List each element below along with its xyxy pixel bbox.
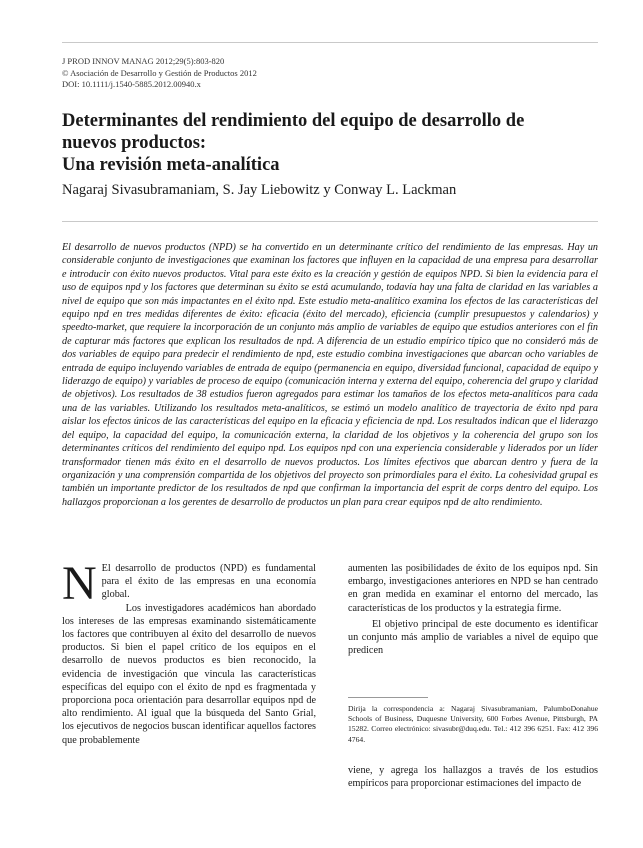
article-title: [62, 110, 598, 176]
footnote-rule: [348, 697, 428, 698]
title-line-3: Una revisión meta-analítica: [62, 155, 280, 175]
footnote: Dirija la correspondencia a: Nagaraj Sivasubramaniam, PalumboDonahue Schools of Business, Duquesne University, 600 Forbes Avenue, Pittsburgh, PA 15282. Correo electrónico: sivasubr@duq.edu. Tel.: 412 396 6251. Fax: 412 396 4764.: [348, 704, 598, 744]
doi-line[interactable]: DOI: 10.1111/j.1540-5885.2012.00940.x: [62, 79, 201, 89]
abstract: El desarrollo de nuevos productos (NPD) se ha convertido en un determinante crítico del rendimiento de las empresas. Hay un considerable conjunto de investigaciones que examinan los factores que influyen en la capacidad de una empresa para desarrollar e introducir con éxito nuevos productos. Vital para este éxito es la creación y gestión de equipos NPD. Si bien la evidencia para el uso de equipos npd y los factores que determinan su éxito se está acumulando, todavía hay una falta de claridad en las variables a nivel de equipo que son más impactantes en el éxito npd. Este estudio meta-analítico examina los efectos de las características del equipo npd en tres medidas diferentes de éxito: eficacia (éxito del mercado), eficiencia (cumplir presupuestos y calendarios) y speedto-market, que requiere la incorporación de un conjunto más amplio de variables de equipo que estudios anteriores con el fin de capturar más factores que explican los resultados de npd. A diferencia de un estudio empírico típico que no consideró más de dos variables de equipo para predecir el rendimiento de npd, este estudio combina investigaciones que abarcan ocho variables de entrada de equipo incluyendo variables de entrada de equipo (permanencia en equipo, diversidad funcional, capacidad de equipo y liderazgo de equipo) y variables de proceso de equipo (comunicación interna y externa del equipo, coherencia del grupo y claridad de objetivos). Los resultados de 38 estudios fueron agregados para estimar los tamaños de los efectos meta-analíticos para cada una de las variables. Utilizando los resultados meta-analíticos, se estimó un modelo analítico de trayectoria de éxito npd para aislar los efectos únicos de las características del equipo en la eficacia y eficiencia de npd. Los resultados indican que el liderazgo del equipo, la capacidad del equipo, la comunicación externa, la claridad de los objetivos y la coherencia del grupo son los determinantes críticos del rendimiento del equipo npd. Los equipos npd con una experiencia considerable y liderados por un líder transformador tienen más éxito en el desarrollo de nuevos productos. Los límites efectivos que abarcan dentro y fuera de la organización y una comprensión compartida de los objetivos del proyecto son primordiales para el éxito. La cohesividad grupal es también un importante predictor de los resultados de npd que confirman la importancia del esprit de corps dentro del equipo. Los hallazgos proporcionan a los gerentes de desarrollo de productos un plan para crear equipos npd de alto rendimiento.: [62, 242, 598, 508]
copyright-line: © Asociación de Desarrollo y Gestión de Productos 2012: [62, 67, 257, 78]
title-line-1: Determinantes del rendimiento del equipo de desarrollo de: [62, 111, 525, 131]
body-paragraph-2: Los investigadores académicos han abordado los intereses de las empresas examinando sistemáticamente los factores que contribuyen al éxito del desarrollo de nuevos productos. Si bien el papel crítico de los equipos en el desarrollo de nuevos productos es bien reconocido, la evidencia de investigación que vincula las características específicas del equipo con el éxito de npd es fragmentada y proporciona poca orientación para desarrollar equipos npd de alto rendimiento. Al igual que la búsqueda del Santo Grial, los ejecutivos de negocios buscan identificar aquellos factores que probablemente: [62, 602, 316, 746]
intro-paragraph: [62, 562, 316, 610]
right-paragraph-2: El objetivo principal de este documento es identificar un conjunto más amplio de variables a nivel de equipo que predicen: [348, 618, 598, 657]
right-paragraph-1: aumenten las posibilidades de éxito de los equipos npd. Sin embargo, investigaciones anteriores en NPD se han centrado en gran medida en examinar el entorno del mercado, las características de los productos y la estrategia firme.: [348, 563, 598, 614]
journal-citation: J PROD INNOV MANAG 2012;29(5):803-820: [62, 56, 225, 66]
intro-text: El desarrollo de productos (NPD) es fundamental para el éxito de las empresas en una economía global.: [101, 563, 316, 601]
title-line-2: nuevos productos:: [62, 133, 207, 153]
body-left-column: [62, 562, 316, 780]
title-rule: [62, 221, 598, 222]
body-right-column: [348, 562, 598, 674]
right-paragraph-3: viene, y agrega los hallazgos a través de los estudios empíricos para proporcionar estimaciones del impacto de: [348, 765, 598, 790]
authors: Nagaraj Sivasubramaniam, S. Jay Liebowitz y Conway L. Lackman: [62, 182, 457, 198]
body-right-continuation: [348, 764, 598, 794]
journal-meta: [62, 56, 257, 91]
top-rule: [62, 42, 598, 43]
drop-cap: N: [62, 562, 97, 610]
